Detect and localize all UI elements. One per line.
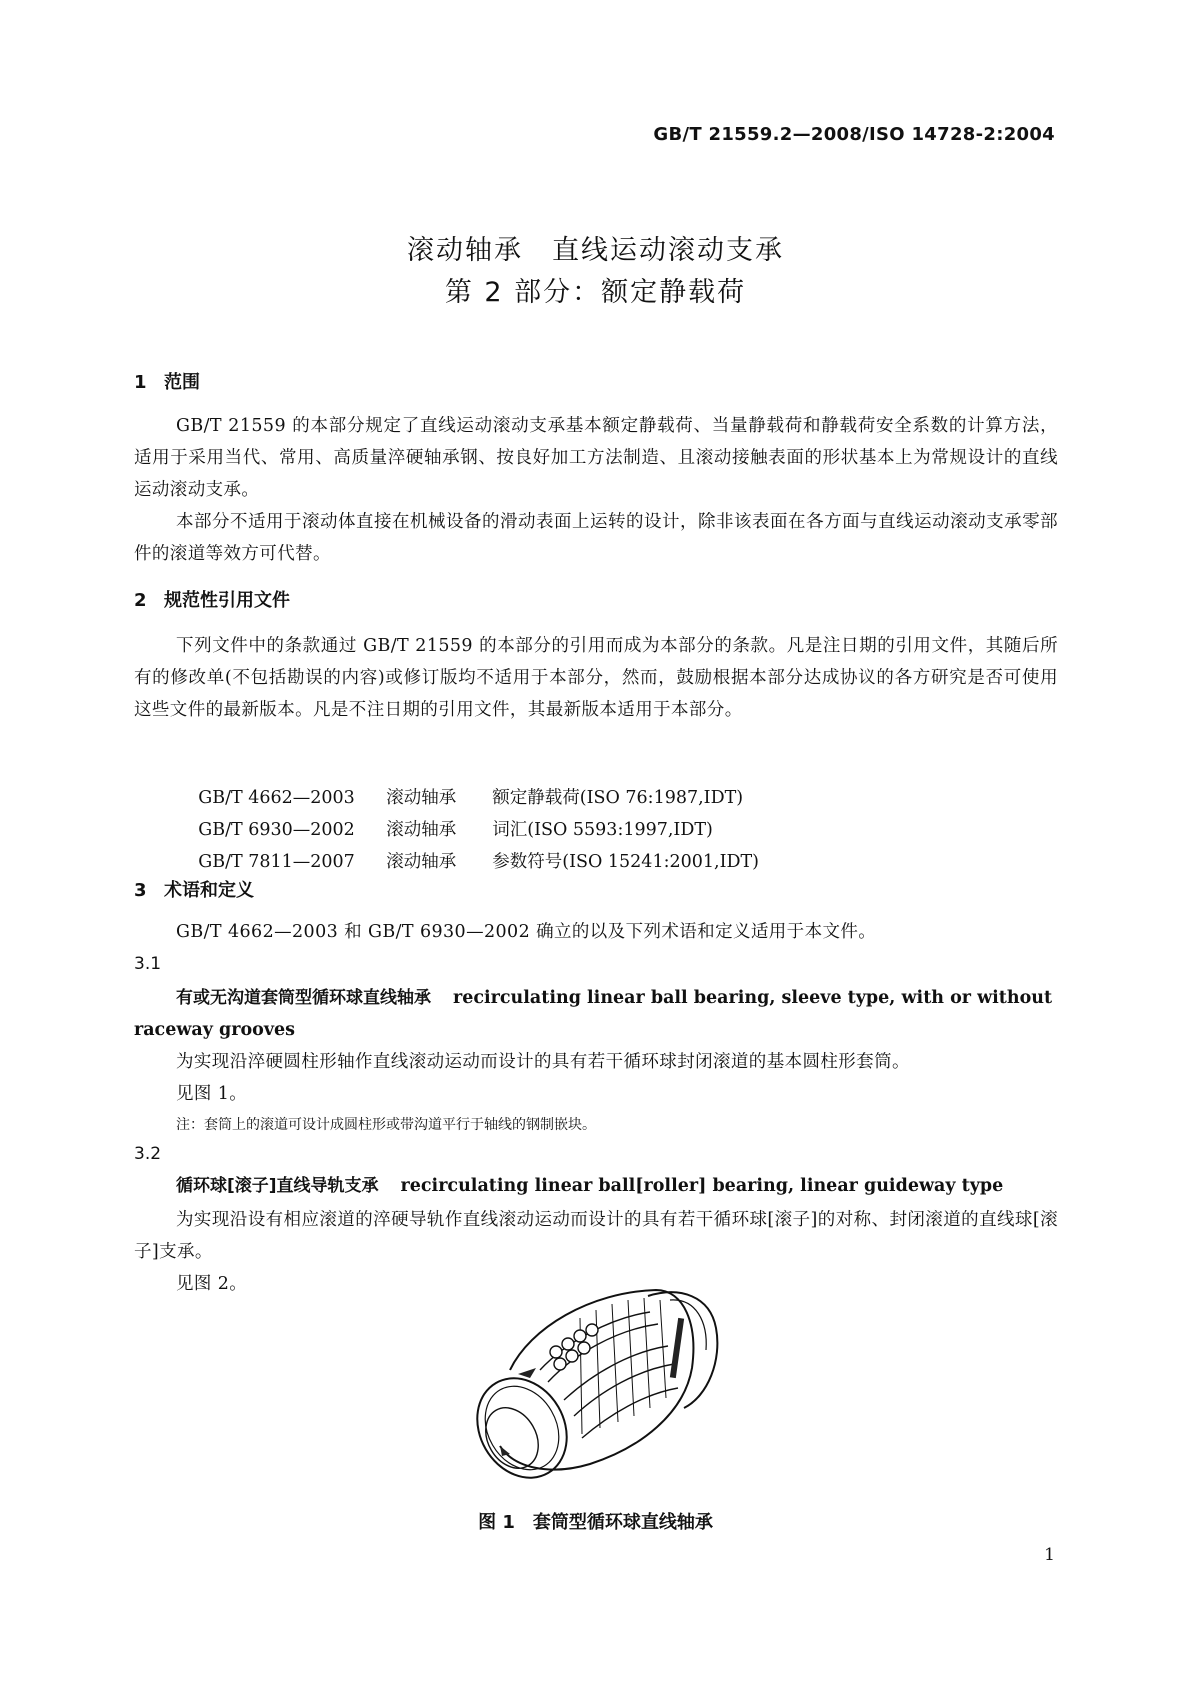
clause-3-2-number: 3.2 <box>134 1144 162 1164</box>
term-english: recirculating linear ball bearing, sleeve type, with or without raceway grooves <box>134 988 1053 1040</box>
reference-item <box>176 828 759 893</box>
section-number: 3 <box>134 880 147 901</box>
clause-3-2-term <box>134 1170 1058 1202</box>
section-1-paragraph-1: GB/T 21559 的本部分规定了直线运动滚动支承基本额定静载荷、当量静载荷和静载荷安全系数的计算方法，适用于采用当代、常用、高质量淬硬轴承钢、按良好加工方法制造、且滚动接触表面的形状基本上为常规设计的直线运动滚动支承。 <box>134 416 1058 500</box>
section-3-paragraph-1: GB/T 4662—2003 和 GB/T 6930—2002 确立的以及下列术语和定义适用于本文件。 <box>176 922 877 942</box>
clause-3-2-see-figure: 见图 2。 <box>176 1274 248 1294</box>
reference-title: 词汇(ISO 5593:1997,IDT) <box>492 820 713 840</box>
section-title: 规范性引用文件 <box>164 590 290 611</box>
document-title-line2: 第 2 部分：额定静载荷 <box>444 277 747 308</box>
reference-code: GB/T 6930—2002 <box>198 820 355 840</box>
term-chinese: 循环球[滚子]直线导轨支承 <box>176 1176 379 1196</box>
section-title: 术语和定义 <box>164 880 254 901</box>
section-title: 范围 <box>164 372 200 393</box>
reference-subject: 滚动轴承 <box>386 788 457 808</box>
document-title-line1: 滚动轴承 直线运动滚动支承 <box>407 235 784 266</box>
section-number: 1 <box>134 372 147 393</box>
section-3-heading <box>134 876 254 902</box>
clause-3-1-see-figure: 见图 1。 <box>176 1084 248 1104</box>
section-2-paragraph-1: 下列文件中的条款通过 GB/T 21559 的本部分的引用而成为本部分的条款。凡是注日期的引用文件，其随后所有的修改单(不包括勘误的内容)或修订版均不适用于本部分，然而，鼓励根据本部分达成协议的各方研究是否可使用这些文件的最新版本。凡是不注日期的引用文件，其最新版本适用于本部分。 <box>134 636 1058 720</box>
clause-3-1-note: 注：套筒上的滚道可设计成圆柱形或带沟道平行于轴线的钢制嵌块。 <box>176 1117 596 1133</box>
section-number: 2 <box>134 590 147 611</box>
reference-code: GB/T 7811—2007 <box>198 852 355 872</box>
reference-title: 参数符号(ISO 15241:2001,IDT) <box>492 852 760 872</box>
term-english: recirculating linear ball[roller] bearing, linear guideway type <box>400 1176 1004 1196</box>
section-1-paragraph-2: 本部分不适用于滚动体直接在机械设备的滑动表面上运转的设计，除非该表面在各方面与直线运动滚动支承零部件的滚道等效方可代替。 <box>134 512 1058 564</box>
section-2-heading <box>134 586 290 612</box>
reference-code: GB/T 4662—2003 <box>198 788 355 808</box>
reference-title: 额定静载荷(ISO 76:1987,IDT) <box>492 788 744 808</box>
page-number: 1 <box>1044 1545 1055 1565</box>
reference-subject: 滚动轴承 <box>386 852 457 872</box>
standard-code: GB/T 21559.2—2008/ISO 14728-2:2004 <box>653 124 1055 145</box>
term-chinese: 有或无沟道套筒型循环球直线轴承 <box>176 988 431 1008</box>
clause-3-1-definition: 为实现沿淬硬圆柱形轴作直线滚动运动而设计的具有若干循环球封闭滚道的基本圆柱形套筒。 <box>176 1052 910 1072</box>
figure-1-caption: 图 1 套筒型循环球直线轴承 <box>478 1512 713 1533</box>
clause-3-1-term <box>134 982 1058 1046</box>
clause-3-2-definition: 为实现沿设有相应滚道的淬硬导轨作直线滚动运动而设计的具有若干循环球[滚子]的对称、封闭滚道的直线球[滚子]支承。 <box>134 1210 1058 1262</box>
figure-1-bearing-drawing <box>470 1278 730 1488</box>
section-1-heading <box>134 368 200 394</box>
clause-3-1-number: 3.1 <box>134 954 162 974</box>
reference-subject: 滚动轴承 <box>386 820 457 840</box>
